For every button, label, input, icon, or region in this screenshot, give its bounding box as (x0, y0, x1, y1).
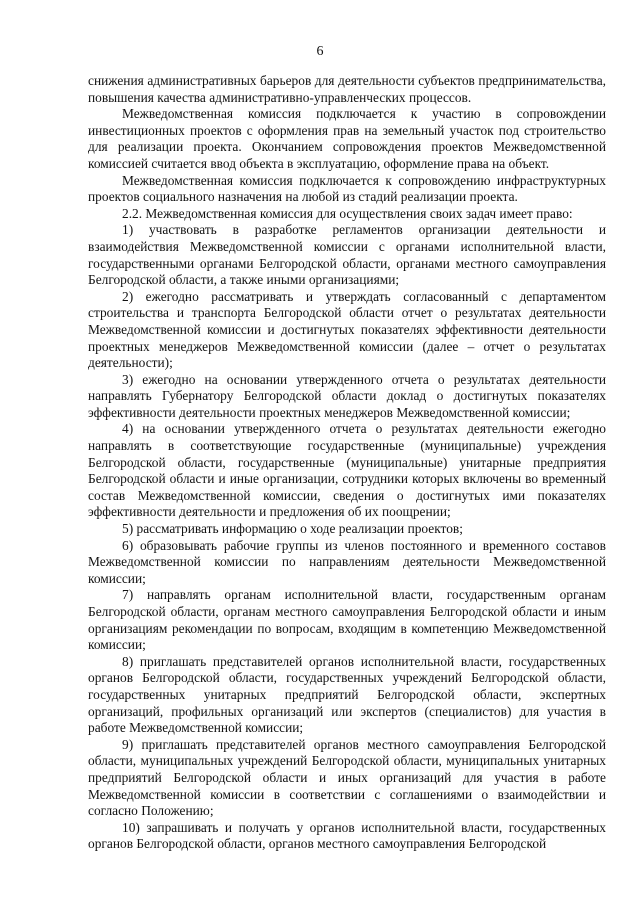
paragraph-continuation: снижения административных барьеров для деятельности субъектов предпринимательства, повышения качества административно-управленческих процессов. (88, 73, 606, 105)
list-item-7: 7) направлять органам исполнительной власти, государственным органам Белгородской области, органам местного самоуправления Белгородской области и иным организациям рекомендации по вопросам, входящим в компетенцию Межведомственной комиссии; (88, 587, 606, 653)
list-item-5: 5) рассматривать информацию о ходе реализации проектов; (122, 521, 463, 537)
section-heading-2-2: 2.2. Межведомственная комиссия для осуществления своих задач имеет право: (122, 205, 573, 221)
list-item-1: 1) участвовать в разработке регламентов организации деятельности и взаимодействия Межведомственной комиссии с органами исполнительной власти, государственными органами Белгородской области, органами местного самоуправления Белгородской области, а также иными организациями; (88, 222, 606, 288)
list-item-2: 2) ежегодно рассматривать и утверждать согласованный с департаментом строительства и транспорта Белгородской области отчет о результатах деятельности Межведомственной комиссии и достигнутых показателях эффективности деятельности проектных менеджеров Межведомственной комиссии (далее – отчет о результатах деятельности); (88, 288, 606, 371)
page-number: 6 (316, 44, 324, 59)
list-item-4: 4) на основании утвержденного отчета о результатах деятельности ежегодно направлять в соответствующие государственные (муниципальные) учреждения Белгородской области, государственные (муниципальные) унитарные предприятия Белгородской области и иные организации, сотрудники которых включены во временный состав Межведомственной комиссии, сведения о достигнутых ими показателях эффективности деятельности и предложения об их поощрении; (88, 421, 606, 520)
paragraph-infrastructure-projects: Межведомственная комиссия подключается к сопровождению инфраструктурных проектов социального назначения на любой из стадий реализации проекта. (88, 172, 606, 205)
list-item-8: 8) приглашать представителей органов исполнительной власти, государственных органов Белгородской области, государственных учреждений Белгородской области, государственных унитарных предприятий Белгородской области, экспертных организаций, профильных организаций или экспертов (специалистов) для участия в работе Межведомственной комиссии; (88, 653, 606, 736)
paragraph-investment-projects: Межведомственная комиссия подключается к участию в сопровождении инвестиционных проектов с оформления прав на земельный участок под строительство для реализации проекта. Окончанием сопровождения проектов Межведомственной комиссией считается ввод объекта в эксплуатацию, оформление права на объект. (88, 106, 606, 171)
list-item-10: 10) запрашивать и получать у органов исполнительной власти, государственных органов Белгородской области, органов местного самоуправления Белгородской (88, 819, 606, 852)
list-item-3: 3) ежегодно на основании утвержденного отчета о результатах деятельности направлять Губернатору Белгородской области доклад о достигнутых показателях эффективности деятельности проектных менеджеров Межведомственной комиссии; (88, 371, 606, 420)
document-body (88, 73, 606, 853)
list-item-6: 6) образовывать рабочие группы из членов постоянного и временного составов Межведомственной комиссии по направлениям деятельности Межведомственной комиссии; (88, 537, 606, 586)
list-item-9: 9) приглашать представителей органов местного самоуправления Белгородской области, муниципальных учреждений Белгородской области, муниципальных унитарных предприятий Белгородской области и иных организаций для участия в работе Межведомственной комиссии в соответствии с соглашениями о взаимодействии и согласно Положению; (88, 736, 606, 819)
